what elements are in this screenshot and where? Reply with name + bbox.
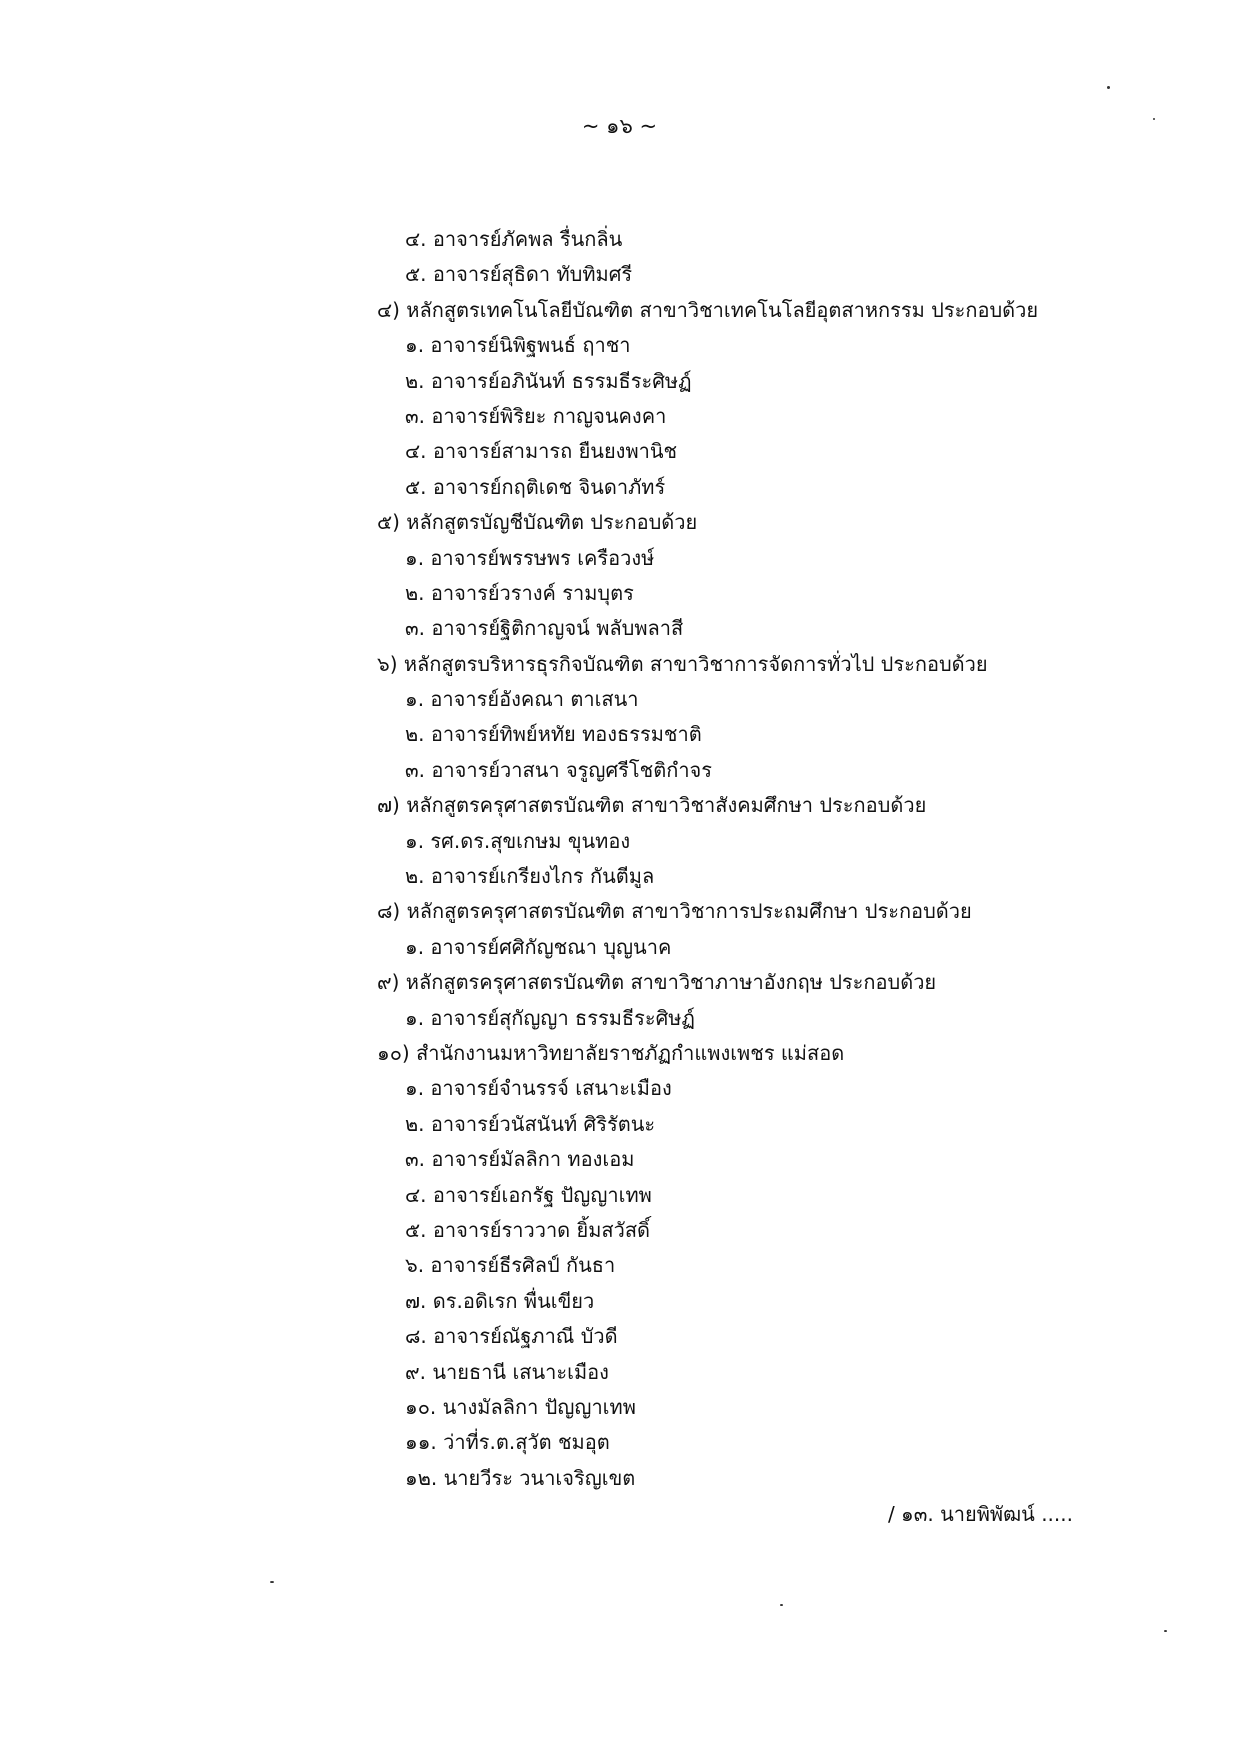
continuation-note: / ๑๓. นายพิพัฒน์ ..... bbox=[887, 1502, 1073, 1526]
member-item: ๕. อาจารย์กฤติเดช จินดาภัทร์ bbox=[405, 474, 666, 499]
member-item: ๓. อาจารย์ฐิติกาญจน์ พลับพลาสี bbox=[405, 616, 684, 641]
scan-speck bbox=[780, 1604, 783, 1606]
member-item: ๑๒. นายวีระ วนาเจริญเขต bbox=[405, 1465, 636, 1490]
member-item: ๒. อาจารย์วรางค์ รามบุตร bbox=[405, 580, 634, 605]
scan-speck bbox=[270, 1581, 274, 1583]
section-heading: ๙) หลักสูตรครุศาสตรบัณฑิต สาขาวิชาภาษาอังกฤษ ประกอบด้วย bbox=[377, 970, 937, 995]
member-item: ๓. อาจารย์พิริยะ กาญจนคงคา bbox=[405, 403, 667, 428]
member-item: ๑. รศ.ดร.สุขเกษม ขุนทอง bbox=[405, 828, 631, 853]
member-item: ๒. อาจารย์เกรียงไกร กันตีมูล bbox=[405, 864, 655, 889]
member-item: ๒. อาจารย์อภินันท์ ธรรมธีระศิษฏ์ bbox=[405, 368, 692, 393]
section-heading: ๔) หลักสูตรเทคโนโลยีบัณฑิต สาขาวิชาเทคโนโลยีอุตสาหกรรม ประกอบด้วย bbox=[377, 297, 1039, 322]
member-item: ๔. อาจารย์สามารถ ยืนยงพานิช bbox=[405, 439, 678, 464]
scan-speck bbox=[1107, 86, 1110, 89]
member-item: ๑. อาจารย์อังคณา ตาเสนา bbox=[405, 687, 639, 712]
member-item: ๕. อาจารย์สุธิดา ทับทิมศรี bbox=[405, 262, 633, 287]
member-item: ๘. อาจารย์ณัฐภาณี บัวดี bbox=[405, 1324, 618, 1349]
member-item: ๕. อาจารย์ราววาด ยิ้มสวัสดิ์ bbox=[405, 1217, 651, 1242]
section-heading: ๑๐) สำนักงานมหาวิทยาลัยราชภัฏกำแพงเพชร แม่สอด bbox=[377, 1040, 845, 1065]
member-item: ๑. อาจารย์จำนรรจ์ เสนาะเมือง bbox=[405, 1076, 672, 1101]
member-item: ๒. อาจารย์วนัสนันท์ ศิริรัตนะ bbox=[405, 1111, 656, 1136]
member-item: ๓. อาจารย์มัลลิกา ทองเอม bbox=[405, 1147, 635, 1172]
section-heading: ๕) หลักสูตรบัญชีบัณฑิต ประกอบด้วย bbox=[377, 510, 698, 535]
member-item: ๑. อาจารย์สุกัญญา ธรรมธีระศิษฏ์ bbox=[405, 1005, 695, 1030]
page-number: ~ ๑๖ ~ bbox=[581, 114, 658, 138]
member-list bbox=[377, 222, 1177, 1496]
member-item: ๔. อาจารย์เอกรัฐ ปัญญาเทพ bbox=[405, 1182, 652, 1207]
scan-speck bbox=[1164, 1630, 1167, 1632]
member-item: ๗. ดร.อดิเรก พื่นเขียว bbox=[405, 1288, 595, 1313]
section-heading: ๖) หลักสูตรบริหารธุรกิจบัณฑิต สาขาวิชาการจัดการทั่วไป ประกอบด้วย bbox=[377, 651, 988, 676]
section-heading: ๗) หลักสูตรครุศาสตรบัณฑิต สาขาวิชาสังคมศึกษา ประกอบด้วย bbox=[377, 793, 927, 818]
member-item: ๑๐. นางมัลลิกา ปัญญาเทพ bbox=[405, 1394, 636, 1419]
member-item: ๑. อาจารย์นิพิฐพนธ์ ฤาชา bbox=[405, 333, 631, 358]
member-item: ๓. อาจารย์วาสนา จรูญศรีโชติกำจร bbox=[405, 757, 713, 782]
member-item: ๑. อาจารย์พรรษพร เครือวงษ์ bbox=[405, 545, 655, 570]
member-item: ๒. อาจารย์ทิพย์หทัย ทองธรรมชาติ bbox=[405, 722, 702, 747]
member-item: ๔. อาจารย์ภัคพล รื่นกลิ่น bbox=[405, 227, 623, 251]
scan-speck bbox=[1153, 118, 1155, 120]
member-item: ๑๑. ว่าที่ร.ต.สุวัต ชมอุต bbox=[405, 1430, 610, 1455]
section-heading: ๘) หลักสูตรครุศาสตรบัณฑิต สาขาวิชาการประถมศึกษา ประกอบด้วย bbox=[377, 899, 972, 924]
member-item: ๙. นายธานี เสนาะเมือง bbox=[405, 1359, 609, 1384]
member-item: ๑. อาจารย์ศศิกัญชณา บุญนาค bbox=[405, 934, 672, 959]
member-item: ๖. อาจารย์ธีรศิลป์ กันธา bbox=[405, 1253, 616, 1278]
